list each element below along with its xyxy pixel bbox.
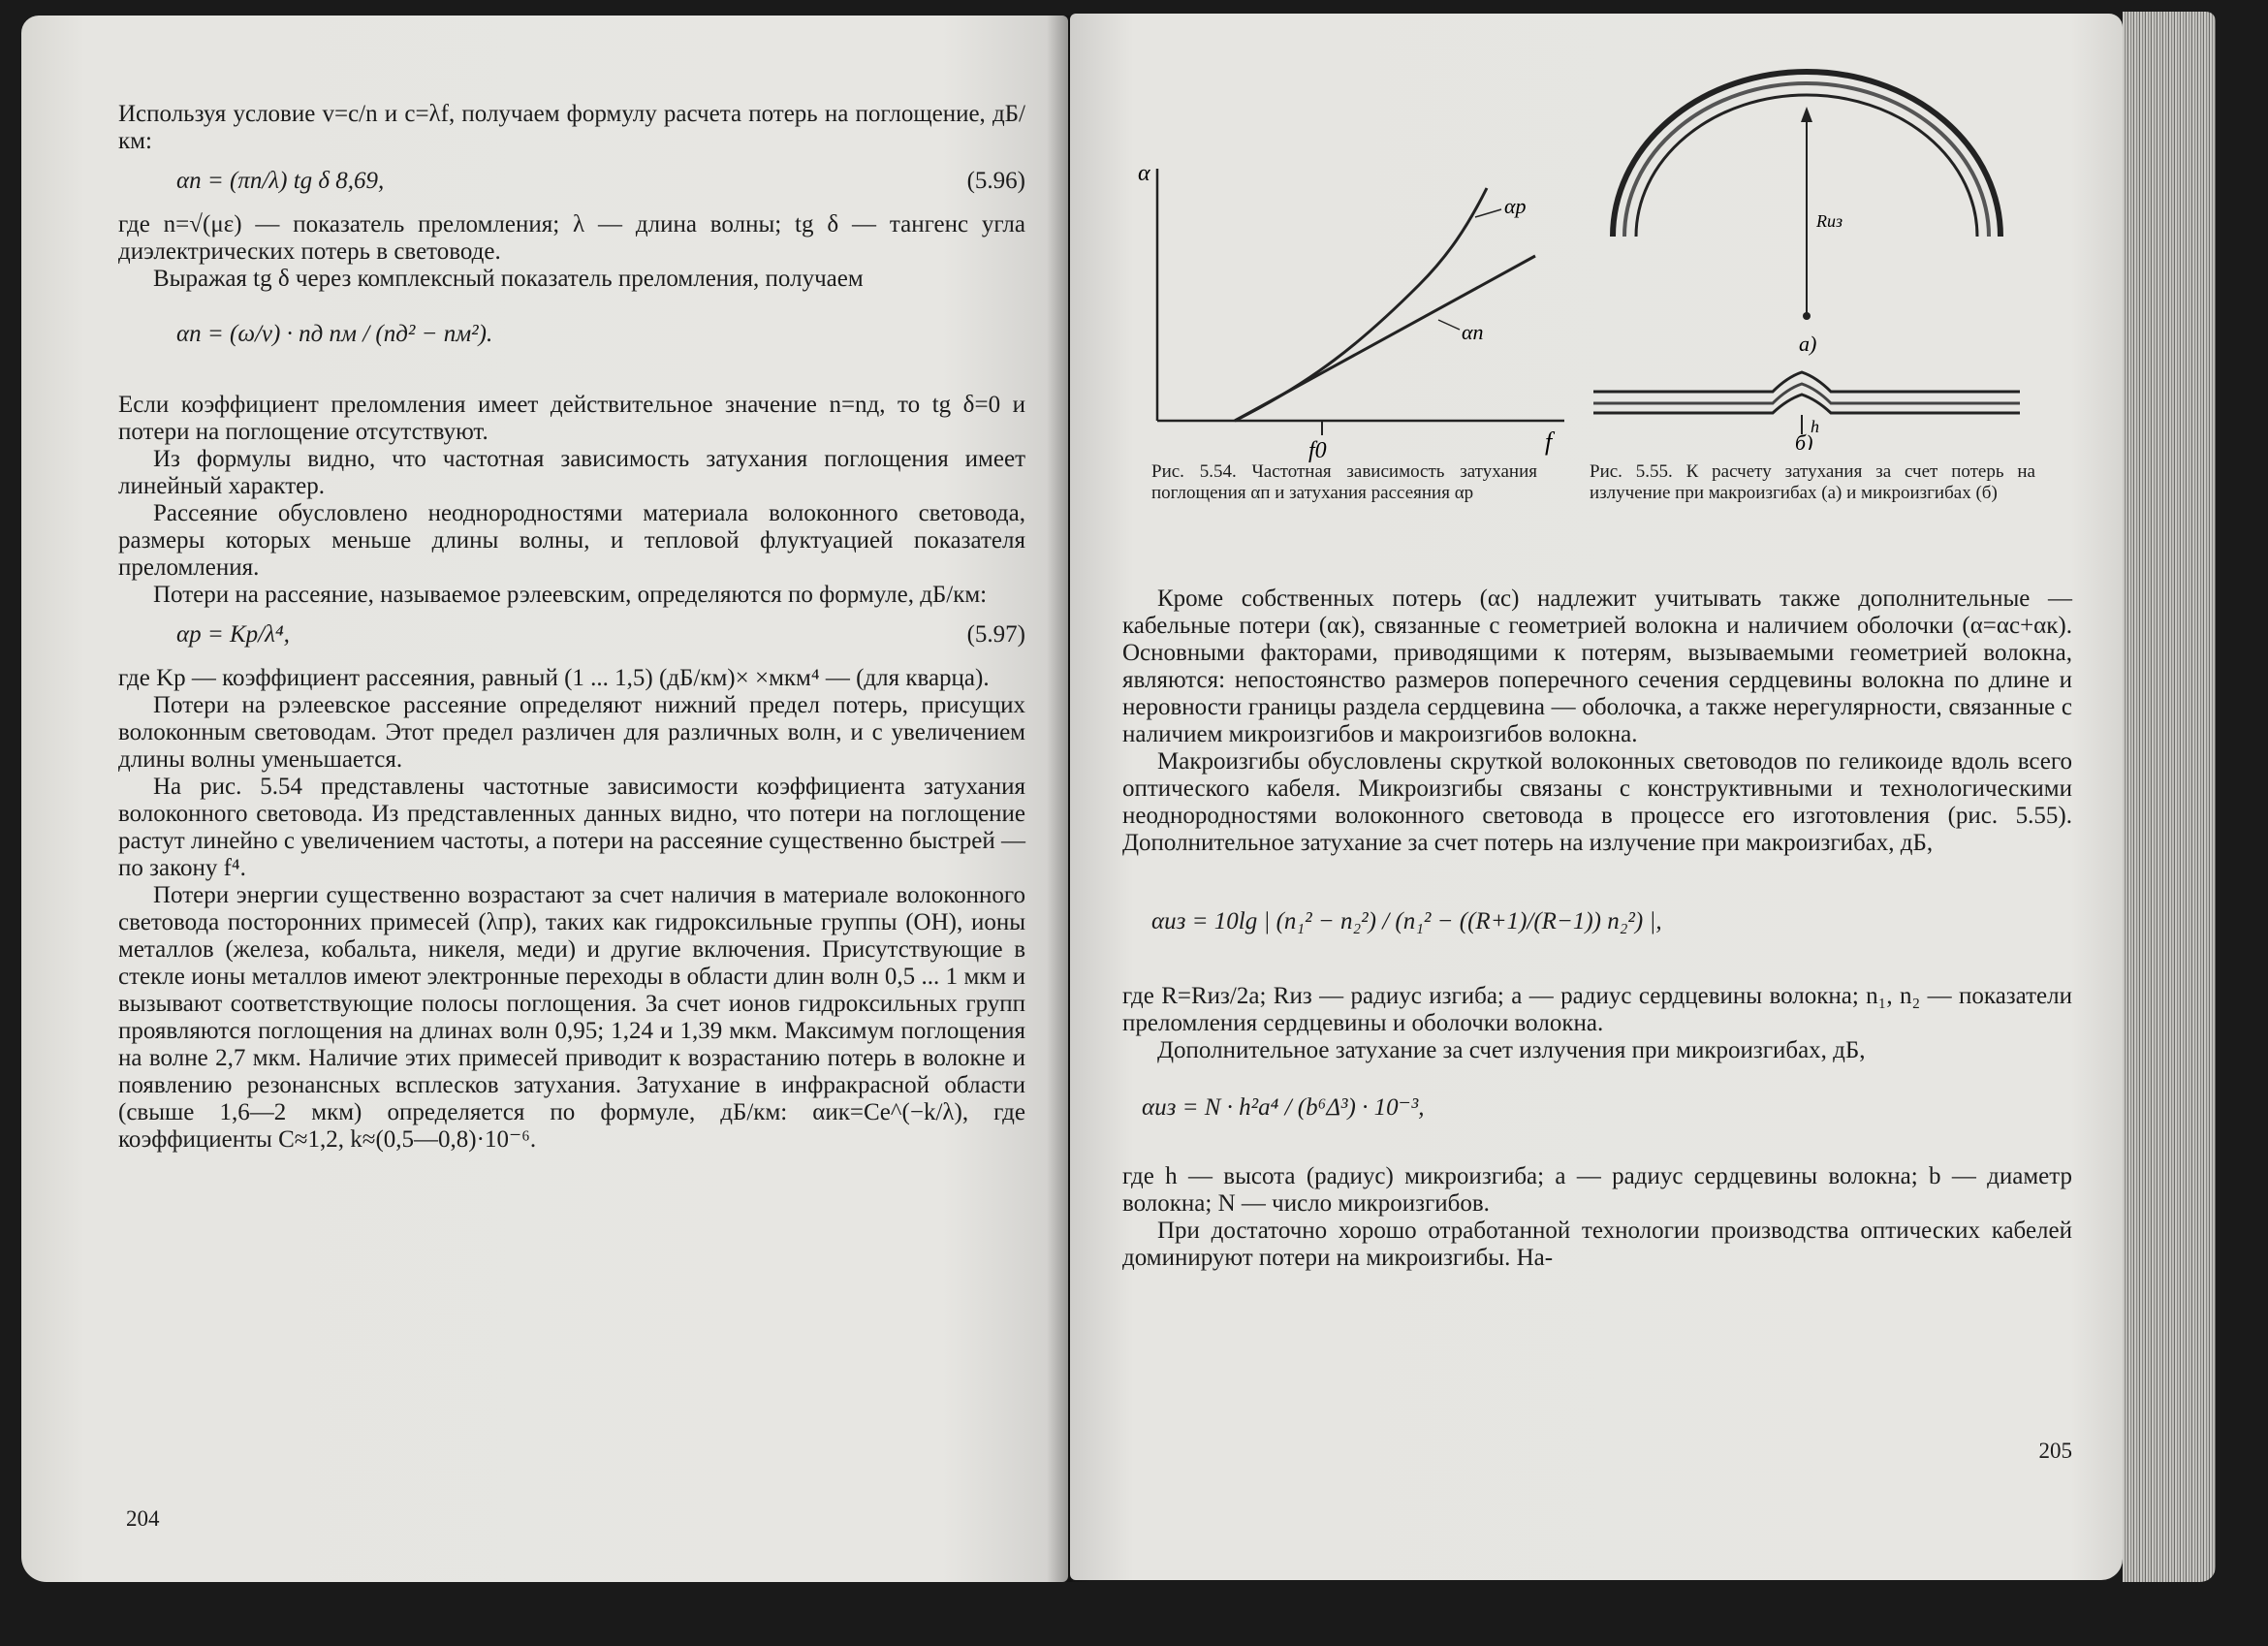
- left-text-column: [118, 101, 1025, 1154]
- formula-expression: αп = (πn/λ) tg δ 8,69,: [176, 168, 385, 194]
- leader-line: [1475, 209, 1501, 217]
- absorption-line: [1235, 256, 1535, 421]
- formula-macrobend: [1122, 867, 2072, 975]
- formula-expression: αиз = N · h²a⁴ / (b⁶Δ³) · 10⁻³,: [1142, 1094, 1425, 1121]
- equation-number: (5.96): [966, 168, 1025, 194]
- formula-expression: αп = (ω/v) · nд nм / (nд² − nм²).: [176, 321, 493, 347]
- formula-microbend: [1122, 1074, 2072, 1155]
- paragraph: где R=Rиз/2a; Rиз — радиус изгиба; a — радиус сердцевины волокна; n₁, n₂ — показатели преломления сердцевины и оболочки волокна.: [1122, 983, 2072, 1036]
- page-number: 205: [2038, 1439, 2072, 1463]
- figure-caption: Рис. 5.54. Частотная зависимость затухания поглощения αп и затухания рассеяния αр: [1151, 461, 1537, 503]
- paragraph: где h — высота (радиус) микроизгиба; a — радиус сердцевины волокна; b — диаметр волокна; N — число микроизгибов.: [1122, 1163, 2072, 1217]
- label-a: а): [1799, 332, 1817, 356]
- microbend-core: [1593, 384, 2020, 403]
- paragraph: Потери энергии существенно возрастают за счет наличия в материале волоконного световода посторонних примесей (λпр), таких как гидроксильные группы (OH), ионы металлов (железа, кобальта, никеля, меди) и другие включения. Присутствующие в стекле ионы металлов имеют электронные переходы в области длин волн 0,5 ... 1 мкм и вызывают соответствующие полосы поглощения. За счет ионов гидроксильных групп проявляются поглощения на длинах волн 0,95; 1,24 и 1,39 мкм. Максимум поглощения на волне 2,7 мкм. Наличие этих примесей приводит к возрастанию потерь в волокне и появлению резонансных всплесков затухания. Затухание в инфракрасной области (свыше 1,6—2 мкм) определяется по формуле, дБ/км: αик=Ce^(−k/λ), где коэффициенты C≈1,2, k≈(0,5—0,8)·10⁻⁶.: [118, 882, 1025, 1153]
- paragraph: Рассеяние обусловлено неоднородностями материала волоконного световода, размеры которых меньше длины волны, и тепловой флуктуацией показателя преломления.: [118, 500, 1025, 581]
- paragraph: Кроме собственных потерь (αс) надлежит учитывать также дополнительные — кабельные потери (αк), связанные с геометрией волокна и наличием оболочки (α=αс+αк). Основными факторами, приводящими к потерям, вызываемыми геометрией волокна, являются: непостоянство размеров поперечного сечения сердцевины волокна по длине и неровности границы раздела сердцевина — оболочка, а также нерегулярности, связанные с наличием микроизгибов и макроизгибов волокна.: [1122, 586, 2072, 747]
- y-axis-label: α: [1138, 161, 1150, 186]
- paragraph: где n=√(με) — показатель преломления; λ — длина волны; tg δ — тангенс угла диэлектрических потерь в световоде.: [118, 211, 1025, 265]
- bend-diagram: [1574, 43, 2039, 450]
- paragraph: Если коэффициент преломления имеет действительное значение n=nд, то tg δ=0 и потери на поглощение отсутствуют.: [118, 392, 1025, 445]
- figure-5-54: [1118, 149, 1593, 479]
- paragraph: При достаточно хорошо отработанной технологии производства оптических кабелей доминируют потери на микроизгибы. На-: [1122, 1218, 2072, 1271]
- paragraph: Дополнительное затухание за счет излучения при микроизгибах, дБ,: [1157, 1037, 1866, 1063]
- page-number: 204: [126, 1506, 160, 1531]
- paragraph: Из формулы видно, что частотная зависимость затухания поглощения имеет линейный характер.: [118, 446, 1025, 499]
- microbend-top: [1593, 372, 2020, 392]
- formula-expression: αр = Kр/λ⁴,: [176, 621, 290, 648]
- figure-caption: Рис. 5.55. К расчету затухания за счет потерь на излучение при макроизгибах (а) и микроизгибах (б): [1590, 461, 2035, 503]
- right-page: [1070, 14, 2123, 1580]
- paragraph: На рис. 5.54 представлены частотные зависимости коэффициента затухания волоконного световода. Из представленных данных видно, что потери на поглощение растут линейно с увеличением частоты, а потери на рассеяние существенно быстрей — по закону f⁴.: [118, 774, 1025, 881]
- attenuation-frequency-graph: [1118, 149, 1593, 479]
- label-b: б): [1795, 430, 1813, 450]
- paragraph: где Kр — коэффициент рассеяния, равный (1 ... 1,5) (дБ/км)× ×мкм⁴ — (для кварца).: [118, 665, 990, 691]
- formula-5-97: [118, 618, 1025, 657]
- page-edges: [2123, 12, 2216, 1582]
- x-axis-label: f: [1545, 427, 1553, 456]
- leader-line: [1438, 320, 1460, 330]
- right-text-column: [1122, 586, 2072, 1272]
- formula-complex-index: [118, 302, 1025, 384]
- formula-expression: αиз = 10lg | (n₁² − n₂²) / (n₁² − ((R+1)/(R−1)) n₂²) |,: [1151, 908, 1662, 934]
- x-marker-label: f0: [1308, 438, 1327, 463]
- paragraph: Потери на рэлеевское рассеяние определяют нижний предел потерь, присущих волоконным световодам. Этот предел различен для различных волн, и с увеличением длины волны уменьшается.: [118, 692, 1025, 773]
- left-page: [21, 16, 1068, 1582]
- center-point: [1803, 312, 1811, 320]
- equation-number: (5.97): [966, 621, 1025, 648]
- curve-label-scattering: αр: [1504, 194, 1527, 218]
- figure-5-55: [1574, 43, 2039, 450]
- paragraph: Макроизгибы обусловлены скруткой волоконных световодов по геликоиде вдоль всего оптического кабеля. Микроизгибы связаны с конструктивными и технологическими неоднородностями волоконного световода в процессе его изготовления (рис. 5.55). Дополнительное затухание за счет потерь на излучение при макроизгибах, дБ,: [1122, 748, 2072, 856]
- curve-label-absorption: αп: [1462, 320, 1484, 344]
- height-label: h: [1811, 417, 1819, 436]
- paragraph: Выражая tg δ через комплексный показатель преломления, получаем: [153, 266, 864, 292]
- arrow-head: [1801, 107, 1812, 122]
- paragraph: Используя условие v=c/n и c=λf, получаем формулу расчета потерь на поглощение, дБ/км:: [118, 101, 1025, 154]
- radius-label: Rиз: [1816, 211, 1843, 231]
- paragraph: Потери на рассеяние, называемое рэлеевским, определяются по формуле, дБ/км:: [153, 582, 988, 608]
- formula-5-96: [118, 165, 1025, 204]
